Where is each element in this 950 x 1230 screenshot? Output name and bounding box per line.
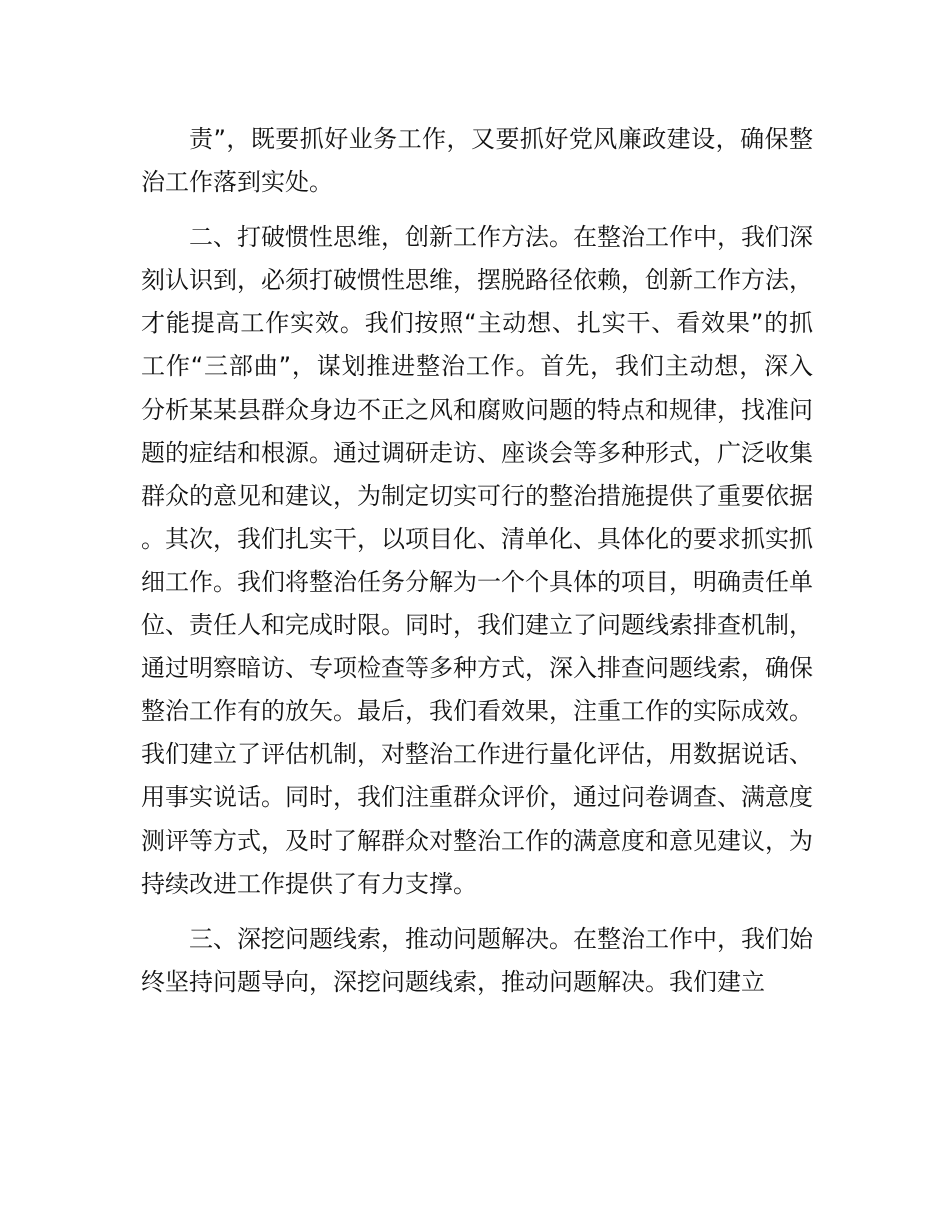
document-body	[141, 118, 813, 1004]
paragraph-section-two-innovate-methods: 二、打破惯性思维，创新工作方法。在整治工作中，我们深刻认识到，必须打破惯性思维，摆脱路径依赖，创新工作方法，才能提高工作实效。我们按照“主动想、扎实干、看效果”的抓工作“三部曲”，谋划推进整治工作。首先，我们主动想，深入分析某某县群众身边不正之风和腐败问题的特点和规律，找准问题的症结和根源。通过调研走访、座谈会等多种形式，广泛收集群众的意见和建议，为制定切实可行的整治措施提供了重要依据。其次，我们扎实干，以项目化、清单化、具体化的要求抓实抓细工作。我们将整治任务分解为一个个具体的项目，明确责任单位、责任人和完成时限。同时，我们建立了问题线索排查机制，通过明察暗访、专项检查等多种方式，深入排查问题线索，确保整治工作有的放矢。最后，我们看效果，注重工作的实际成效。我们建立了评估机制，对整治工作进行量化评估，用数据说话、用事实说话。同时，我们注重群众评价，通过问卷调查、满意度测评等方式，及时了解群众对整治工作的满意度和意见建议，为持续改进工作提供了有力支撑。	[141, 223, 813, 898]
paragraph-section-three-problem-clues: 三、深挖问题线索，推动问题解决。在整治工作中，我们始终坚持问题导向，深挖问题线索，推动问题解决。我们建立	[141, 924, 813, 996]
paragraph-continued-responsibility: 责”，既要抓好业务工作，又要抓好党风廉政建设，确保整治工作落到实处。	[141, 125, 813, 197]
